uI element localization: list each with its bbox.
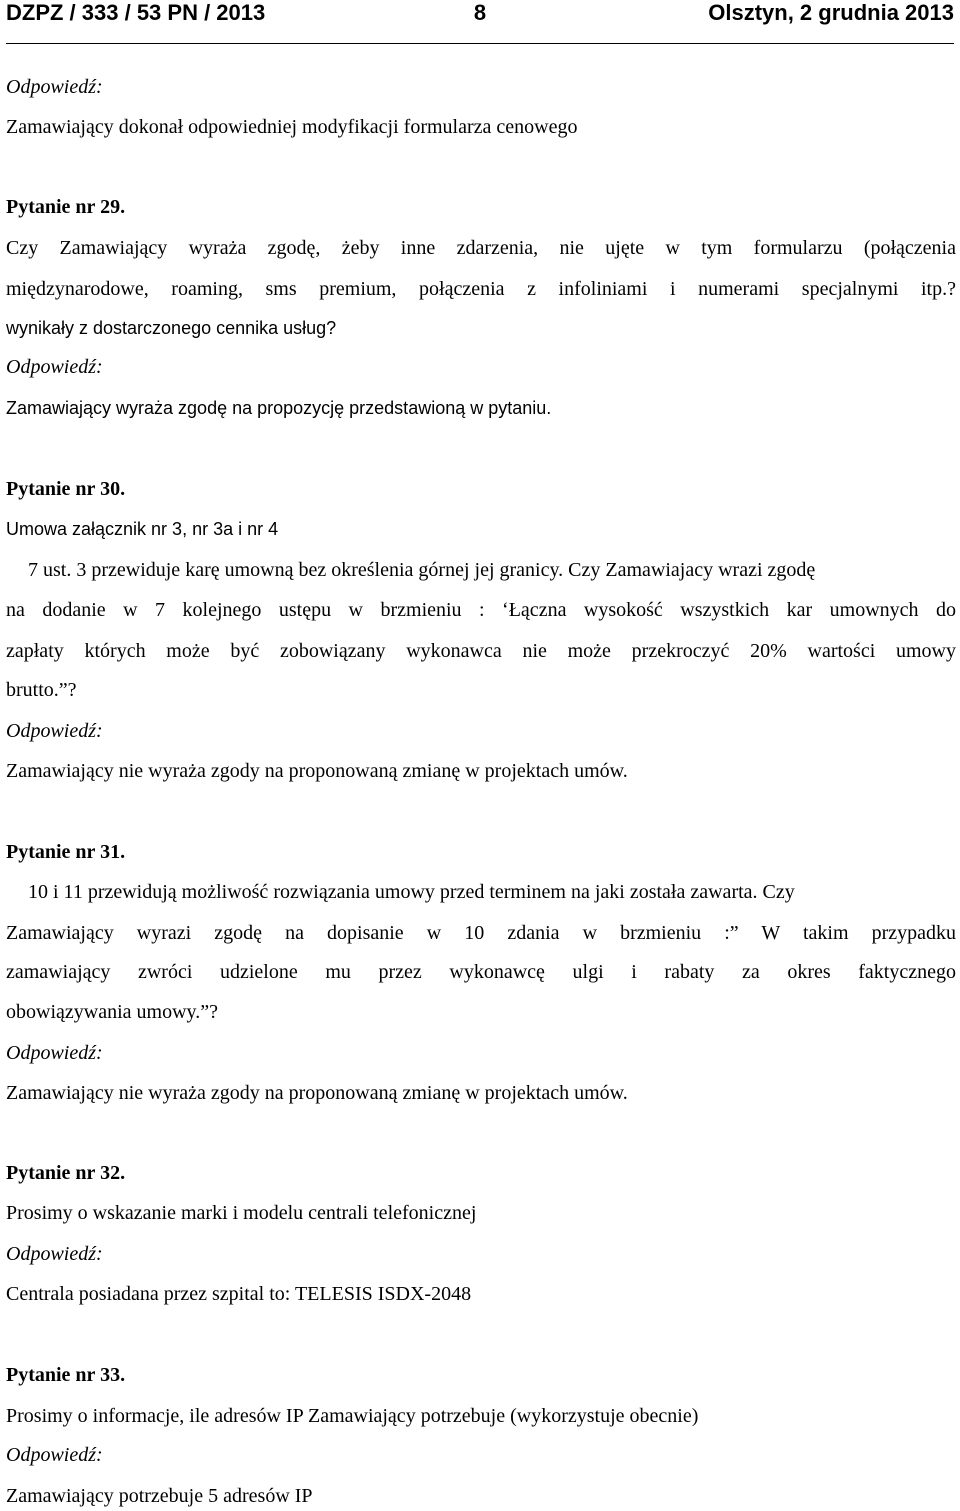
question-30-line-4: zapłaty których może być zobowiązany wykonawca nie może przekroczyć 20% wartości umowy [6, 640, 956, 662]
question-31-line-2: Zamawiający wyrazi zgodę na dopisanie w 10 zdania w brzmieniu :” W takim przypadku [6, 922, 956, 944]
question-33-title: Pytanie nr 33. [6, 1364, 126, 1386]
question-31-line-4: obowiązywania umowy.”? [6, 1001, 218, 1023]
answer-31-text: Zamawiający nie wyraża zgody na proponowaną zmianę w projektach umów. [6, 1082, 628, 1104]
answer-label: Odpowiedź: [6, 1444, 103, 1466]
answer-label: Odpowiedź: [6, 1243, 103, 1265]
answer-28-text: Zamawiający dokonał odpowiedniej modyfikacji formularza cenowego [6, 116, 578, 138]
header-place-date: Olsztyn, 2 grudnia 2013 [708, 0, 954, 25]
question-30-line-3: na dodanie w 7 kolejnego ustępu w brzmieniu : ‘Łączna wysokość wszystkich kar umownych do [6, 599, 956, 621]
answer-label: Odpowiedź: [6, 1042, 103, 1064]
question-30-title: Pytanie nr 30. [6, 478, 126, 500]
answer-label: Odpowiedź: [6, 720, 103, 742]
page-header [6, 0, 954, 34]
question-33-line-1: Prosimy o informacje, ile adresów IP Zamawiający potrzebuje (wykorzystuje obecnie) [6, 1405, 699, 1427]
answer-32-text: Centrala posiadana przez szpital to: TELESIS ISDX-2048 [6, 1283, 472, 1305]
header-page-number: 8 [473, 0, 487, 25]
question-31-line-3: zamawiający zwróci udzielone mu przez wykonawcę ulgi i rabaty za okres faktycznego [6, 961, 956, 983]
question-29-title: Pytanie nr 29. [6, 196, 126, 218]
answer-label: Odpowiedź: [6, 76, 103, 98]
header-reference: DZPZ / 333 / 53 PN / 2013 [6, 0, 266, 25]
question-31-line-1: 10 i 11 przewidują możliwość rozwiązania umowy przed terminem na jaki została zawarta. Czy [28, 881, 795, 903]
answer-30-text: Zamawiający nie wyraża zgody na proponowaną zmianę w projektach umów. [6, 760, 628, 782]
question-29-line-1: Czy Zamawiający wyraża zgodę, żeby inne zdarzenia, nie ujęte w tym formularzu (połączenia [6, 237, 956, 259]
question-32-line-1: Prosimy o wskazanie marki i modelu centrali telefonicznej [6, 1202, 477, 1224]
question-29-line-3: wynikały z dostarczonego cennika usług? [6, 318, 337, 338]
question-31-title: Pytanie nr 31. [6, 841, 126, 863]
answer-label: Odpowiedź: [6, 356, 103, 378]
question-30-line-5: brutto.”? [6, 679, 77, 701]
header-rule [6, 43, 954, 44]
question-32-title: Pytanie nr 32. [6, 1162, 126, 1184]
question-29-line-2: międzynarodowe, roaming, sms premium, połączenia z infoliniami i numerami specjalnymi itp.? [6, 278, 956, 300]
question-30-line-2: 7 ust. 3 przewiduje karę umowną bez określenia górnej jej granicy. Czy Zamawiajacy wrazi zgodę [28, 559, 816, 581]
answer-29-text: Zamawiający wyraża zgodę na propozycję przedstawioną w pytaniu. [6, 398, 552, 418]
answer-33-text: Zamawiający potrzebuje 5 adresów IP [6, 1485, 313, 1507]
question-30-line-1: Umowa załącznik nr 3, nr 3a i nr 4 [6, 519, 279, 539]
